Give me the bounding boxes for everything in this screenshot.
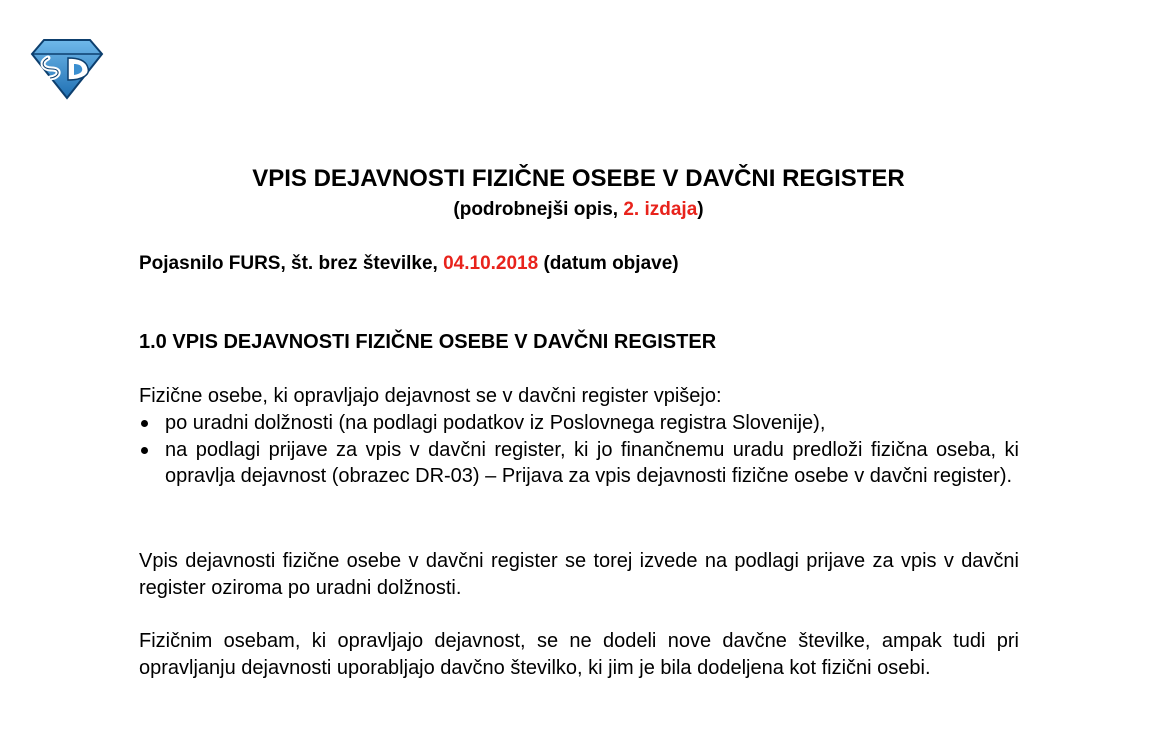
reference-line [139,253,679,275]
list-item [139,437,1019,490]
subtitle-close: ) [697,199,704,220]
intro-paragraph: Fizične osebe, ki opravljajo dejavnost se v davčni register vpišejo: [139,385,722,407]
bullet-text: po uradni dolžnosti (na podlagi podatkov iz Poslovnega registra Slovenije), [165,412,826,434]
reference-prefix: Pojasnilo FURS, št. brez številke, [139,253,444,274]
bullet-list [139,410,1019,490]
edition-label: 2. izdaja [623,199,698,220]
bullet-text: na podlagi prijave za vpis v davčni register, ki jo finančnemu uradu predloži fizična oseba, ki opravlja dejavnost (obrazec DR-03) – Prijava za vpis dejavnosti fizične osebe v davčni register). [165,438,1019,487]
publication-date: 04.10.2018 [443,253,539,274]
reference-suffix: (datum objave) [538,253,679,274]
third-paragraph: Fizičnim osebam, ki opravljajo dejavnost, se ne dodeli nove davčne številke, ampak tudi pri opravljanju dejavnosti uporabljajo davčno številko, ki jim je bila dodeljena kot fizični osebi. [139,630,1019,679]
subtitle-open: (podrobnejši opis, [453,199,624,220]
page-title: VPIS DEJAVNOSTI FIZIČNE OSEBE V DAVČNI REGISTER [252,165,905,192]
bullet-icon [141,420,148,427]
list-item [139,410,1019,437]
bullet-icon [141,447,148,454]
section-heading: 1.0 VPIS DEJAVNOSTI FIZIČNE OSEBE V DAVČNI REGISTER [139,331,717,353]
document-subtitle [0,199,1157,221]
company-logo [30,38,104,100]
second-paragraph: Vpis dejavnosti fizične osebe v davčni register se torej izvede na podlagi prijave za vpis v davčni register oziroma po uradni dolžnosti. [139,550,1019,599]
